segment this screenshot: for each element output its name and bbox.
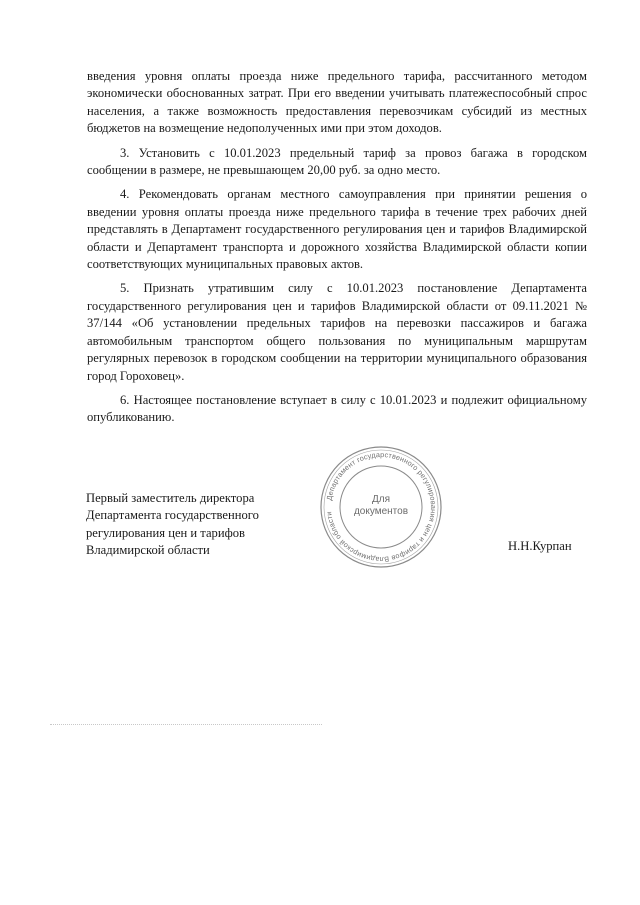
paragraph-item-3: 3. Установить с 10.01.2023 предельный тариф за провоз багажа в городском сообщении в размере, не превышающем 20,00 руб. за одно место.: [87, 145, 587, 178]
position-line: Владимирской области: [86, 543, 210, 558]
position-line: регулирования цен и тарифов: [86, 525, 245, 540]
position-line: Департамента государственного: [86, 508, 259, 523]
paragraph-item-5: 5. Признать утратившим силу с 10.01.2023 постановление Департамента государственного регулирования цен и тарифов Владимирской области от 09.11.2021 № 37/144 «Об установлении предельных тарифов на перевозки пассажиров и багажа автомобильным транспортом общего пользования по муниципальным маршрутам регулярных перевозок в городском сообщении на территории муниципального образования город Гороховец».: [87, 281, 587, 383]
stamp-center-text: [318, 494, 444, 518]
stamp-ring-text: Департамент государственного регулирования цен и тарифов Владимирской области: [324, 449, 439, 565]
document-body: [87, 68, 587, 434]
paragraph-continuation: введения уровня оплаты проезда ниже предельного тарифа, рассчитанного методом экономически обоснованных затрат. При его введении учитывать платежеспособный спрос населения, а также возможность предоставления перевозчикам субсидий из местных бюджетов на возмещение недополученных ими при этом доходов.: [87, 69, 587, 136]
official-stamp: [318, 444, 444, 570]
paragraph-item-6: 6. Настоящее постановление вступает в силу с 10.01.2023 и подлежит официальному опубликованию.: [87, 392, 587, 425]
signatory-name: Н.Н.Курпан: [508, 539, 572, 553]
stamp-center-line-2: документов: [353, 506, 409, 517]
stamp-center-line-1: Для: [371, 494, 391, 505]
signatory-position: [86, 490, 326, 560]
paragraph-item-4: 4. Рекомендовать органам местного самоуправления при принятии решения о введении уровня оплаты проезда ниже предельного тарифа в течение трех рабочих дней представлять в Департамент государственного регулирования цен и тарифов Владимирской области и Департамент транспорта и дорожного хозяйства Владимирской области копии соответствующих муниципальных правовых актов.: [87, 187, 587, 272]
scan-artifact-divider: [50, 724, 322, 727]
position-line: Первый заместитель директора: [86, 491, 255, 505]
